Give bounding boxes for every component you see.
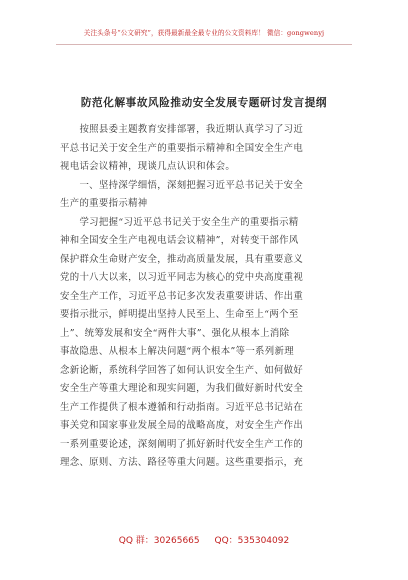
section-heading-line: 生产的重要指示精神 [60,198,148,209]
text-line: 学习把握“习近平总书记关于安全生产的重要指示精 [60,216,299,228]
document-title: 防范化解事故风险推动安全发展专题研讨发言提纲 [80,97,328,109]
header-divider [56,44,352,45]
text-line: 生产工作提供了根本遵循和行动指南。习近平总书记站在 [60,401,304,413]
text-line: 安全生产等重大理论和现实问题，为我们做好新时代安全 [60,383,304,394]
text-line: 视电话会议精神，现谈几点认识和体会。 [60,161,236,172]
document-body [60,121,350,473]
text-line: 要指示批示，鲜明提出坚持人民至上、生命至上“两个至 [60,309,299,320]
text-line: 一系列重要论述，深刻阐明了抓好新时代安全生产工作的 [60,438,304,450]
text-line: 事故隐患、从根本上解决问题“两个根本”等一系列新理 [60,346,294,357]
header-banner: 关注头条号“公文研究”，获得最新最全最专业的公文资料库！ 微信：gongwenyj [83,29,325,37]
text-line: 神和全国安全生产电视电话会议精神”，对转变干部作风 [60,235,299,246]
body-paragraph [60,121,350,473]
text-line: 念新论断，系统科学回答了如何认识安全生产、如何做好 [60,364,304,376]
text-line: 安全生产工作，习近平总书记多次发表重要讲话、作出重 [60,290,304,302]
text-line: 平总书记关于安全生产的重要指示精神和全国安全生产电 [60,142,304,154]
section-heading-line: 一、坚持深学细悟，深刻把握习近平总书记关于安全 [60,179,304,191]
text-line: 理念、原则、方法、路径等重大问题。这些重要指示，充 [60,457,304,468]
text-line: 上”、统筹发展和安全“两件大事”、强化从根本上消除 [60,327,290,339]
qq-number-text: QQ：535304092 [214,536,290,546]
text-line: 按照县委主题教育安排部署，我近期认真学习了习近 [60,124,304,135]
text-line: 党的十八大以来，以习近平同志为核心的党中央高度重视 [60,272,304,283]
footer-contact [0,533,408,546]
text-line: 事关党和国家事业发展全局的战略高度，对安全生产作出 [60,420,304,431]
qq-group-text: QQ 群：30265665 [118,536,200,546]
text-line: 保护群众生命财产安全，推动高质量发展，具有重要意义 [60,253,304,265]
